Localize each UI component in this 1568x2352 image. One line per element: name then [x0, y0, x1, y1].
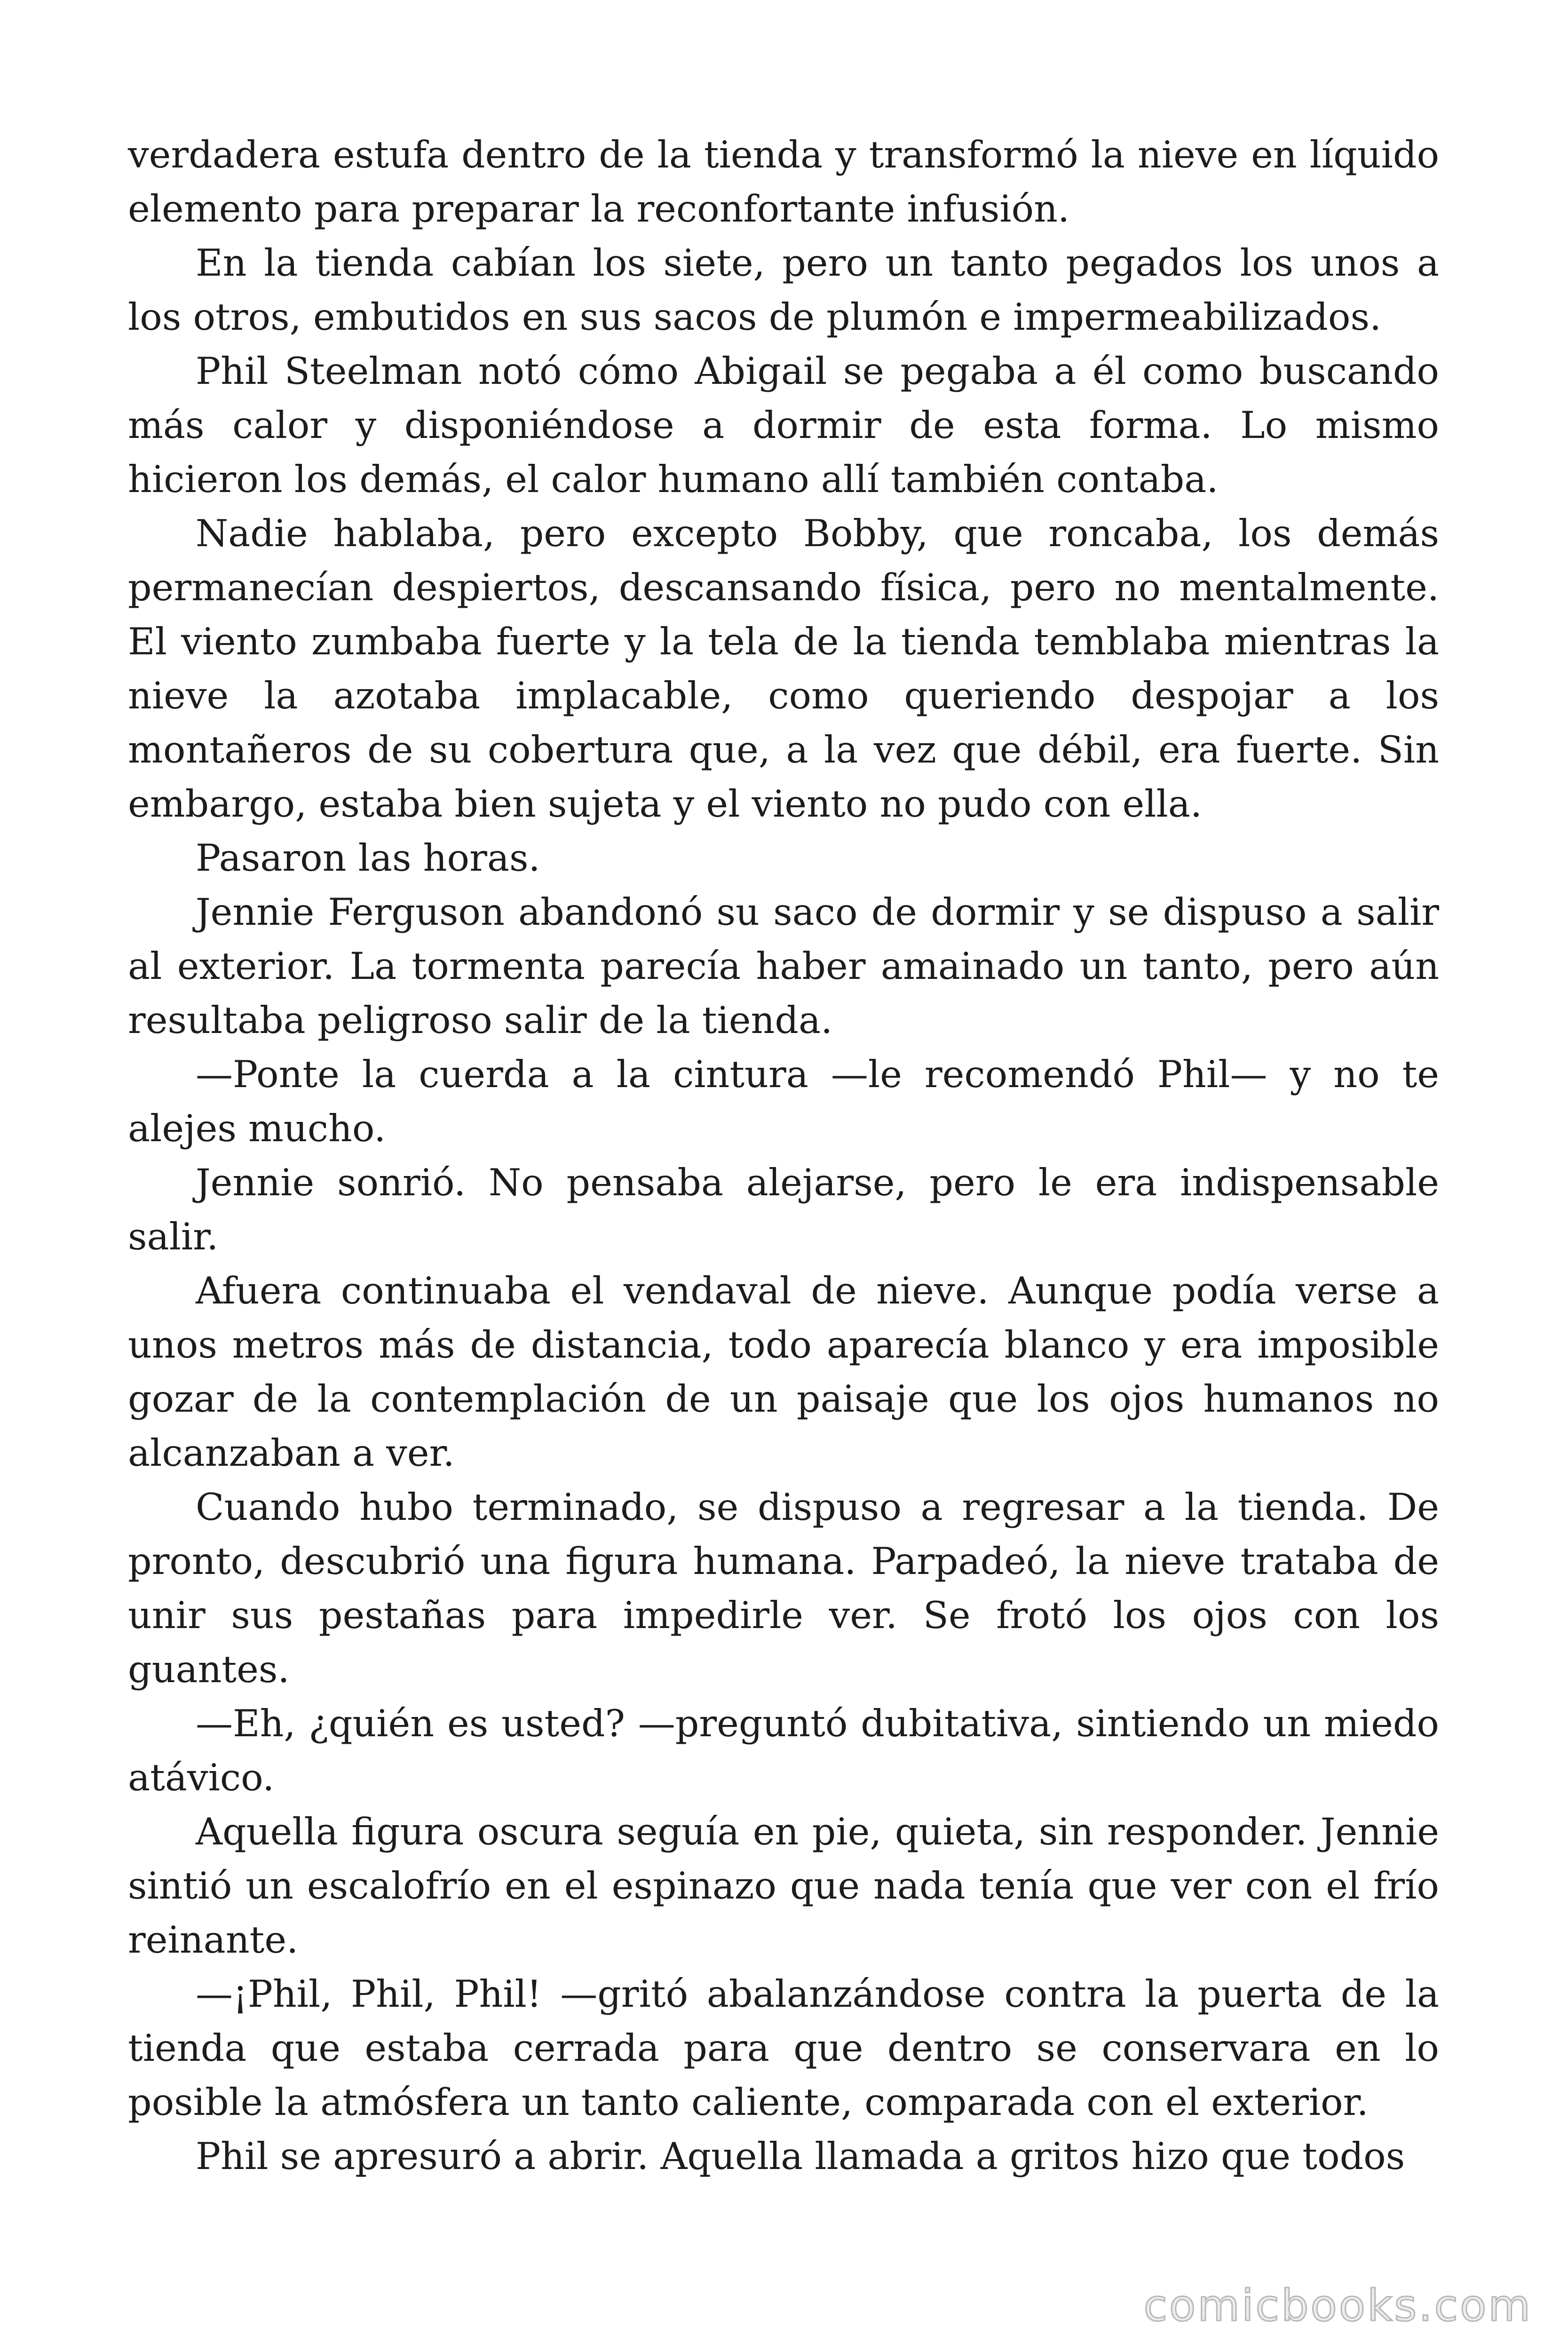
paragraph: Jennie Ferguson abandonó su saco de dormir y se dispuso a salir al exterior. La tormenta parecía haber amainado un tanto, pero aún resultaba peligroso salir de la tienda.	[128, 890, 1439, 1042]
paragraph: verdadera estufa dentro de la tienda y transformó la nieve en líquido elemento para preparar la reconfortante infusión.	[128, 133, 1439, 230]
paragraph: —Eh, ¿quién es usted? —preguntó dubitativa, sintiendo un miedo atávico.	[128, 1702, 1439, 1799]
paragraph: Nadie hablaba, pero excepto Bobby, que roncaba, los demás permanecían despiertos, descansando física, pero no mentalmente. El viento zumbaba fuerte y la tela de la tienda temblaba mientras la nieve la azotaba implacable, como queriendo despojar a los montañeros de su cobertura que, a la vez que débil, era fuerte. Sin embargo, estaba bien sujeta y el viento no pudo con ella.	[128, 512, 1439, 826]
paragraph: En la tienda cabían los siete, pero un tanto pegados los unos a los otros, embutidos en sus sacos de plumón e impermeabilizados.	[128, 241, 1439, 339]
paragraph: —¡Phil, Phil, Phil! —gritó abalanzándose contra la puerta de la tienda que estaba cerrada para que dentro se conservara en lo posible la atmósfera un tanto caliente, comparada con el exterior.	[128, 1972, 1439, 2124]
body-text	[128, 128, 1439, 2184]
paragraph: Aquella figura oscura seguía en pie, quieta, sin responder. Jennie sintió un escalofrío en el espinazo que nada tenía que ver con el frío reinante.	[128, 1810, 1439, 1962]
watermark: comicbooks.com	[1143, 2280, 1532, 2331]
paragraph: —Ponte la cuerda a la cintura —le recomendó Phil— y no te alejes mucho.	[128, 1053, 1439, 1150]
paragraph: Jennie sonrió. No pensaba alejarse, pero le era indispensable salir.	[128, 1161, 1439, 1258]
paragraph: Phil se apresuró a abrir. Aquella llamada a gritos hizo que todos	[196, 2135, 1405, 2178]
paragraph: Phil Steelman notó cómo Abigail se pegaba a él como buscando más calor y disponiéndose a dormir de esta forma. Lo mismo hicieron los demás, el calor humano allí también contaba.	[128, 350, 1439, 501]
paragraph: Cuando hubo terminado, se dispuso a regresar a la tienda. De pronto, descubrió una figura humana. Parpadeó, la nieve trataba de unir sus pestañas para impedirle ver. Se frotó los ojos con los guantes.	[128, 1486, 1439, 1691]
paragraph: Pasaron las horas.	[196, 836, 540, 880]
paragraph: Afuera continuaba el vendaval de nieve. Aunque podía verse a unos metros más de distancia, todo aparecía blanco y era imposible gozar de la contemplación de un paisaje que los ojos humanos no alcanzaban a ver.	[128, 1269, 1439, 1475]
